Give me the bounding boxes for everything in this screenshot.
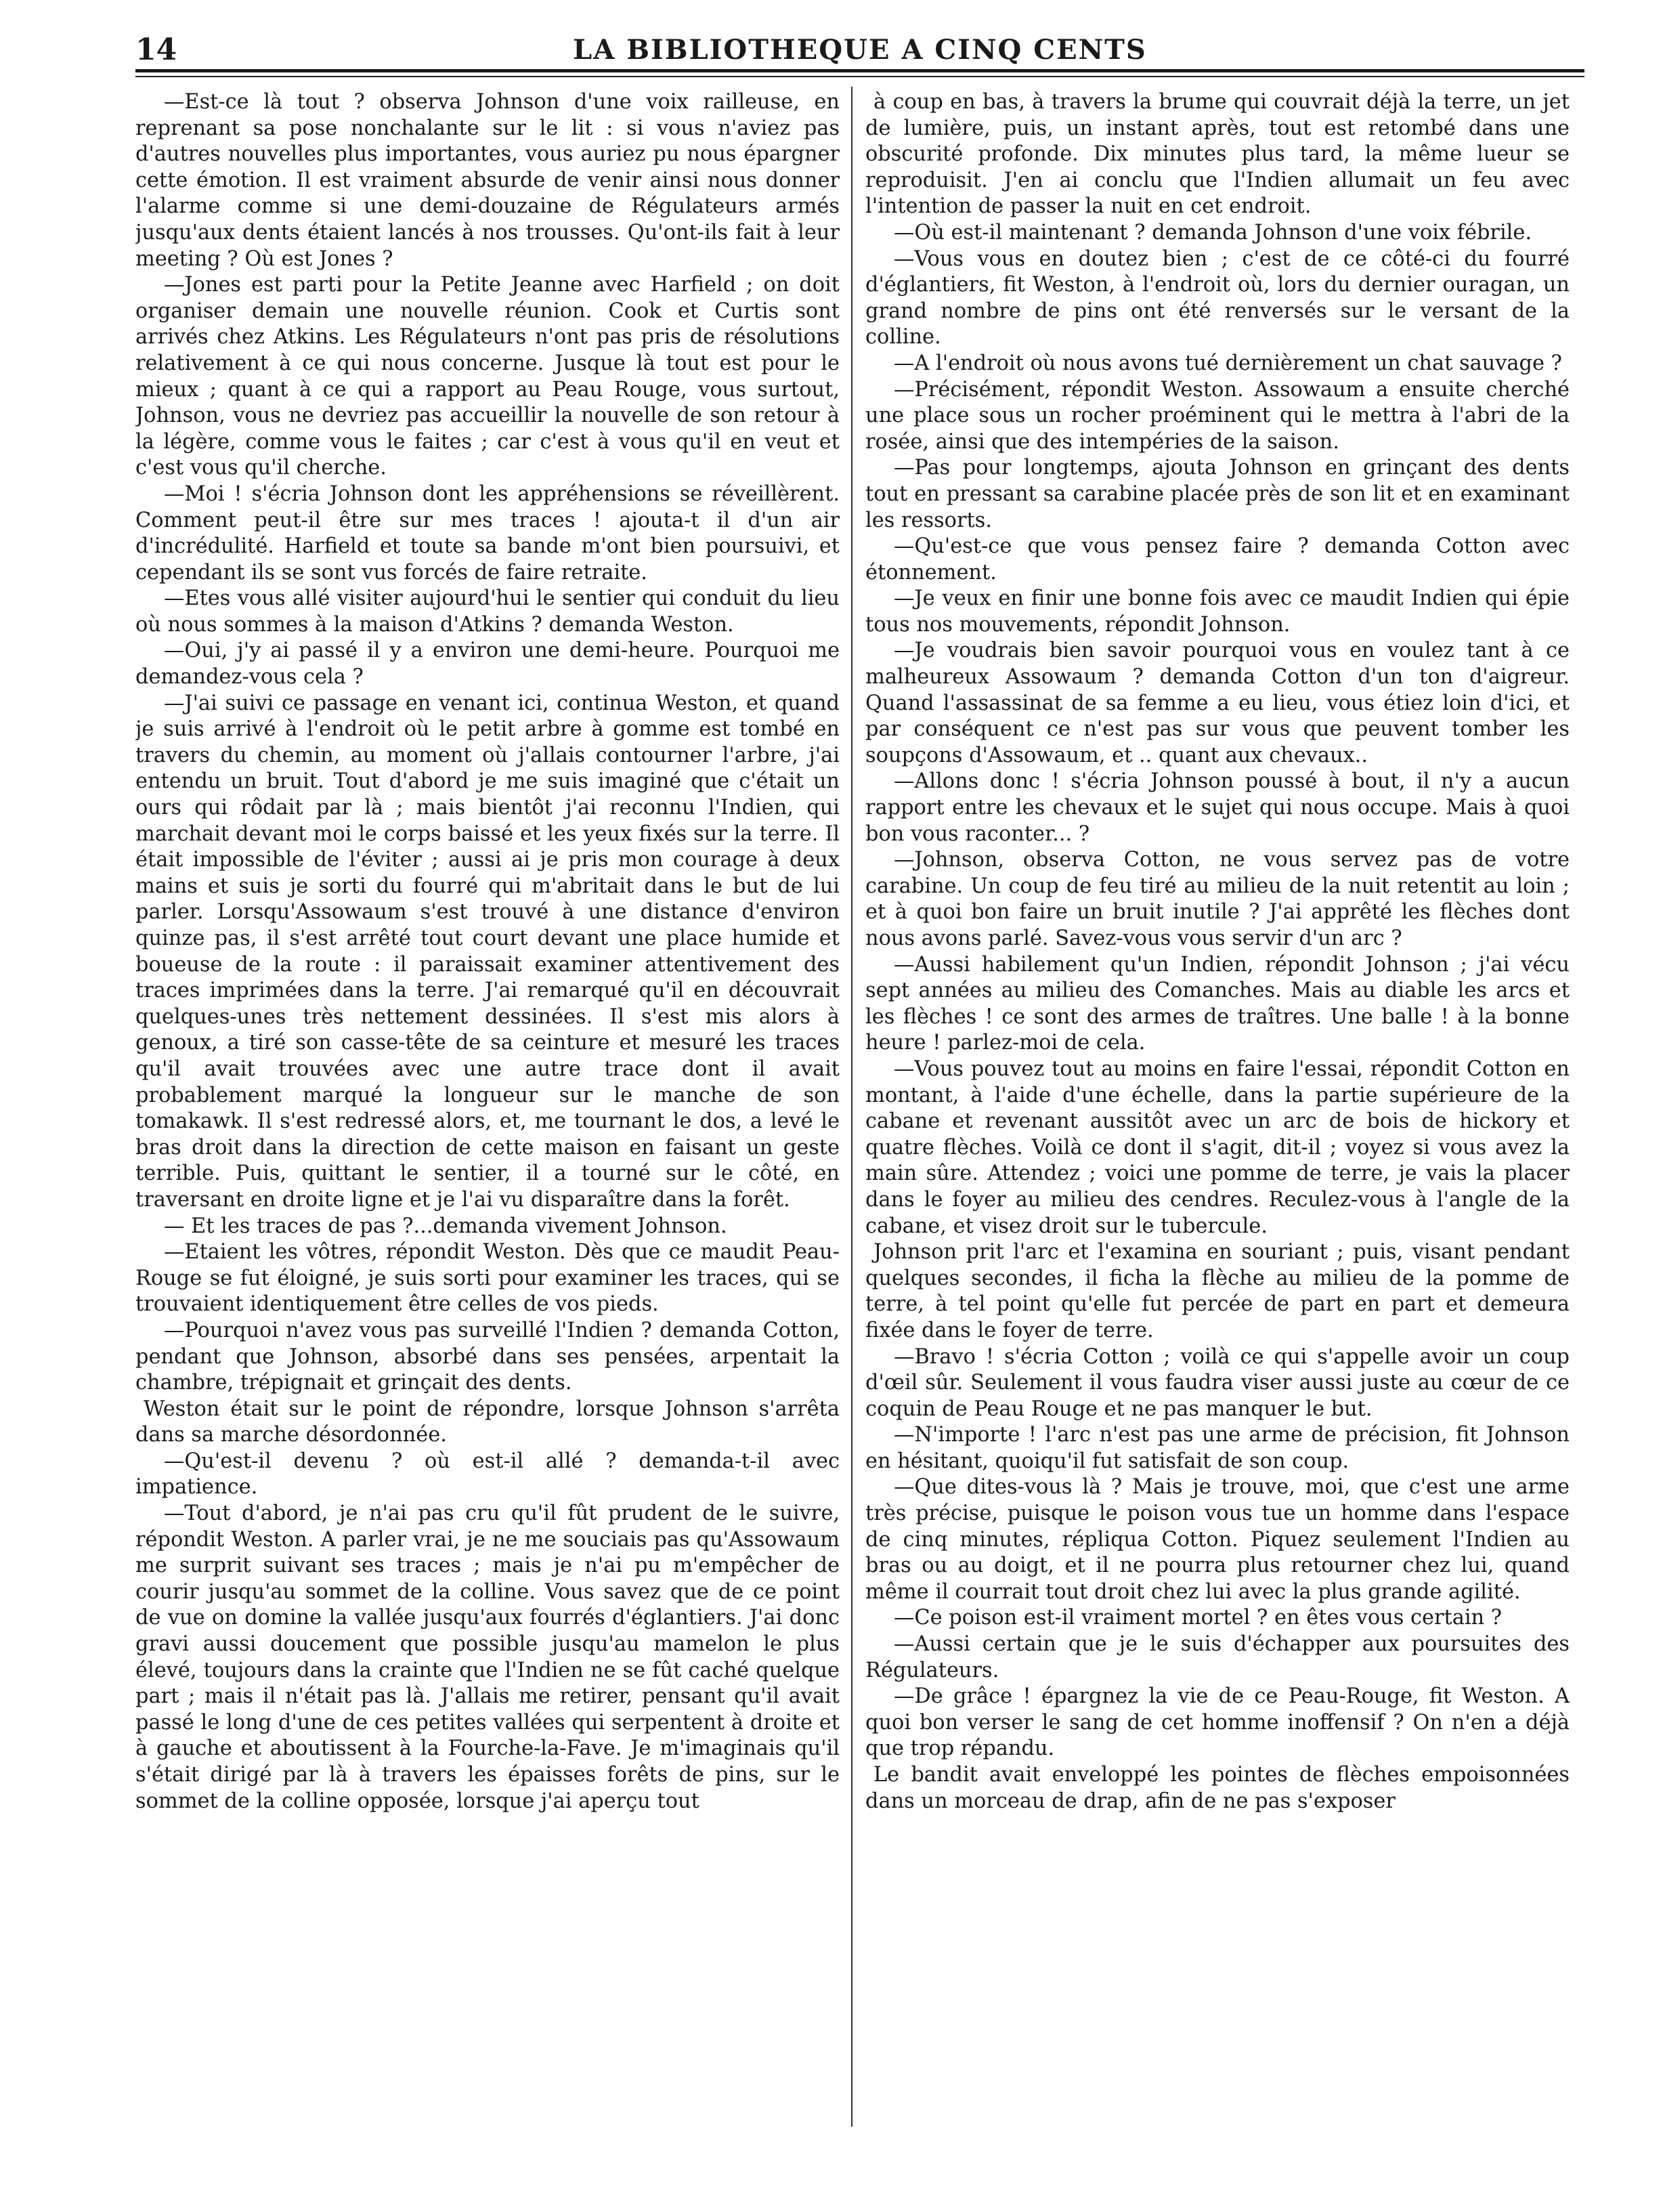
page-header [135, 30, 1584, 70]
paragraph: —A l'endroit où nous avons tué dernièrement un chat sauvage ? [894, 351, 1562, 375]
paragraph: —Vous pouvez tout au moins en faire l'essai, répondit Cotton en montant, à l'aide d'une échelle, dans la partie supérieure de la cabane et revenant aussitôt avec un arc de bois de hickory et quatre flèches. Voilà ce dont il s'agit, dit-il ; voyez si vous avez la main sûre. Attendez ; voici une pomme de terre, je vais la placer dans le foyer au milieu des cendres. Reculez-vous à l'angle de la cabane, et visez droit sur le tubercule. [865, 1057, 1570, 1238]
paragraph: —Allons donc ! s'écria Johnson poussé à bout, il n'y a aucun rapport entre les chevaux et le sujet qui nous occupe. Mais à quoi bon vous raconter... ? [865, 769, 1570, 846]
paragraph: —Jones est parti pour la Petite Jeanne avec Harfield ; on doit organiser demain une nouvelle réunion. Cook et Curtis sont arrivés chez Atkins. Les Régulateurs n'ont pas pris de résolutions relativement à ce qui nous concerne. Jusque là tout est pour le mieux ; quant à ce qui a rapport au Peau Rouge, vous surtout, Johnson, vous ne devriez pas accueillir la nouvelle de son retour à la légère, comme vous le faites ; car c'est à vous qu'il en veut et c'est vous qu'il cherche. [135, 273, 840, 480]
paragraph: —Tout d'abord, je n'ai pas cru qu'il fût prudent de le suivre, répondit Weston. A parler vrai, je ne me souciais pas qu'Assowaum me surprit suivant ses traces ; mais je n'ai pu m'empêcher de courir jusqu'au sommet de la colline. Vous savez que de ce point de vue on domine la vallée jusqu'aux fourrés d'églantiers. J'ai donc gravi aussi doucement que possible jusqu'au mamelon le plus élevé, toujours dans la crainte que l'Indien ne se fût caché quelque part ; mais il n'était pas là. J'allais me retirer, pensant qu'il avait passé le long d'une de ces petites vallées qui serpentent à droite et à gauche et aboutissent à la Fourche-la-Fave. Je m'imaginais qu'il s'était dirigé par là à travers les épaisses forêts de pins, sur le sommet de la colline opposée, lorsque j'ai aperçu tout [135, 1502, 840, 1813]
paragraph: Weston était sur le point de répondre, lorsque Johnson s'arrêta dans sa marche désordonnée. [135, 1397, 840, 1447]
left-column [135, 89, 840, 2135]
paragraph: —Etes vous allé visiter aujourd'hui le sentier qui conduit du lieu où nous sommes à la maison d'Atkins ? demanda Weston. [135, 587, 840, 637]
paragraph: —Etaient les vôtres, répondit Weston. Dès que ce maudit Peau-Rouge se fut éloigné, je suis sorti pour examiner les traces, qui se trouvaient identiquement être celles de vos pieds. [135, 1240, 840, 1317]
paragraph: —Qu'est-il devenu ? où est-il allé ? demanda-t-il avec impatience. [135, 1449, 840, 1500]
paragraph: —Johnson, observa Cotton, ne vous servez pas de votre carabine. Un coup de feu tiré au milieu de la nuit retentit au loin ; et à quoi bon faire un bruit inutile ? J'ai apprêté les flèches dont nous avons parlé. Savez-vous vous servir d'un arc ? [865, 848, 1570, 950]
paragraph: —Qu'est-ce que vous pensez faire ? demanda Cotton avec étonnement. [865, 534, 1570, 584]
running-title: LA BIBLIOTHEQUE A CINQ CENTS [573, 34, 1147, 66]
paragraph: —Est-ce là tout ? observa Johnson d'une voix railleuse, en reprenant sa pose nonchalante sur le lit : si vous n'aviez pas d'autres nouvelles plus importantes, vous auriez pu nous épargner cette émotion. Il est vraiment absurde de venir ainsi nous donner l'alarme comme si une demi-douzaine de Régulateurs armés jusqu'aux dents étaient lancés à nos trousses. Qu'ont-ils fait à leur meeting ? Où est Jones ? [135, 90, 840, 271]
paragraph: —Aussi certain que je le suis d'échapper aux poursuites des Régulateurs. [865, 1632, 1570, 1682]
header-rule-thick [135, 69, 1584, 72]
paragraph: —Précisément, répondit Weston. Assowaum a ensuite cherché une place sous un rocher proéminent qui le mettra à l'abri de la rosée, ainsi que des intempéries de la saison. [865, 377, 1570, 454]
paragraph: —Aussi habilement qu'un Indien, répondit Johnson ; j'ai vécu sept années au milieu des Comanches. Mais au diable les arcs et les flèches ! ce sont des armes de traîtres. Une balle ! à la bonne heure ! parlez-moi de cela. [865, 952, 1570, 1055]
paragraph: —N'importe ! l'arc n'est pas une arme de précision, fit Johnson en hésitant, quoiqu'il fut satisfait de son coup. [865, 1423, 1570, 1473]
paragraph: —Pas pour longtemps, ajouta Johnson en grinçant des dents tout en pressant sa carabine placée près de son lit et en examinant les ressorts. [865, 456, 1570, 532]
paragraph: Le bandit avait enveloppé les pointes de flèches empoisonnées dans un morceau de drap, afin de ne pas s'exposer [865, 1763, 1570, 1813]
paragraph: —Pourquoi n'avez vous pas surveillé l'Indien ? demanda Cotton, pendant que Johnson, absorbé dans ses pensées, arpentait la chambre, trépignait et grinçait des dents. [135, 1318, 840, 1395]
paragraph: Johnson prit l'arc et l'examina en souriant ; puis, visant pendant quelques secondes, il ficha la flèche au milieu de la pomme de terre, à tel point qu'elle fut percée de part en part et demeura fixée dans le foyer de terre. [865, 1240, 1570, 1342]
paragraph: —Ce poison est-il vraiment mortel ? en êtes vous certain ? [894, 1606, 1503, 1630]
paragraph: —J'ai suivi ce passage en venant ici, continua Weston, et quand je suis arrivé à l'endroit où le petit arbre à gomme est tombé en travers du chemin, au moment où j'allais contourner l'arbre, j'ai entendu un bruit. Tout d'abord je me suis imaginé que c'était un ours qui rôdait par là ; mais bientôt j'ai reconnu l'Indien, qui marchait devant moi le corps baissé et les yeux fixés sur la terre. Il était impossible de l'éviter ; aussi ai je pris mon courage à deux mains et suis je sorti du fourré qui m'abritait dans le but de lui parler. Lorsqu'Assowaum s'est trouvé à une distance d'environ quinze pas, il s'est arrêté tout court devant une place humide et boueuse de la route : il paraissait examiner attentivement des traces imprimées dans la terre. J'ai remarqué qu'il en découvrait quelques-unes très nettement dessinées. Il s'est mis alors à genoux, a tiré son casse-tête de sa ceinture et mesuré les traces qu'il avait trouvées avec une autre trace dont il avait probablement marqué la longueur sur le manche de son tomakawk. Il s'est redressé alors, et, me tournant le dos, a levé le bras droit dans la direction de cette maison en faisant un geste terrible. Puis, quittant le sentier, il a tourné sur le côté, en traversant en droite ligne et je l'ai vu disparaître dans la forêt. [135, 691, 840, 1212]
column-divider [851, 87, 852, 2127]
paragraph: à coup en bas, à travers la brume qui couvrait déjà la terre, un jet de lumière, puis, un instant après, tout est retombé dans une obscurité profonde. Dix minutes plus tard, la même lueur se reproduisit. J'en ai conclu que l'Indien allumait un feu avec l'intention de passer la nuit en cet endroit. [865, 90, 1570, 219]
paragraph: —Que dites-vous là ? Mais je trouve, moi, que c'est une arme très précise, puisque le poison vous tue un homme dans l'espace de cinq minutes, répliqua Cotton. Piquez seulement l'Indien au bras ou au doigt, et il ne pourra plus retourner chez lui, quand même il courrait tout droit chez lui avec la plus grande agilité. [865, 1475, 1570, 1604]
paragraph: —Où est-il maintenant ? demanda Johnson d'une voix fébrile. [894, 220, 1532, 244]
page-number: 14 [135, 33, 177, 67]
paragraph: —Oui, j'y ai passé il y a environ une demi-heure. Pourquoi me demandez-vous cela ? [135, 639, 840, 689]
right-column [865, 89, 1570, 2135]
paragraph: —Je veux en finir une bonne fois avec ce maudit Indien qui épie tous nos mouvements, répondit Johnson. [865, 587, 1570, 637]
paragraph: —Vous vous en doutez bien ; c'est de ce côté-ci du fourré d'églantiers, fit Weston, à l'endroit où, lors du dernier ouragan, un grand nombre de pins ont été renversés sur le versant de la colline. [865, 247, 1570, 349]
paragraph: —Je voudrais bien savoir pourquoi vous en voulez tant à ce malheureux Assowaum ? demanda Cotton d'un ton d'aigreur. Quand l'assassinat de sa femme a eu lieu, vous étiez loin d'ici, et par conséquent ce n'est pas sur vous que peuvent tomber les soupçons d'Assowaum, et .. quant aux chevaux.. [865, 639, 1570, 767]
header-rule-thin [135, 76, 1584, 77]
paragraph: — Et les traces de pas ?...demanda vivement Johnson. [164, 1214, 727, 1238]
paragraph: —De grâce ! épargnez la vie de ce Peau-Rouge, fit Weston. A quoi bon verser le sang de cet homme inoffensif ? On n'en a déjà que trop répandu. [865, 1684, 1570, 1761]
paragraph: —Bravo ! s'écria Cotton ; voilà ce qui s'appelle avoir un coup d'œil sûr. Seulement il vous faudra viser aussi juste au cœur de ce coquin de Peau Rouge et ne pas manquer le but. [865, 1344, 1570, 1421]
paragraph: —Moi ! s'écria Johnson dont les appréhensions se réveillèrent. Comment peut-il être sur mes traces ! ajouta-t il d'un air d'incrédulité. Harfield et toute sa bande m'ont bien poursuivi, et cependant ils se sont vus forcés de faire retraite. [135, 482, 840, 584]
